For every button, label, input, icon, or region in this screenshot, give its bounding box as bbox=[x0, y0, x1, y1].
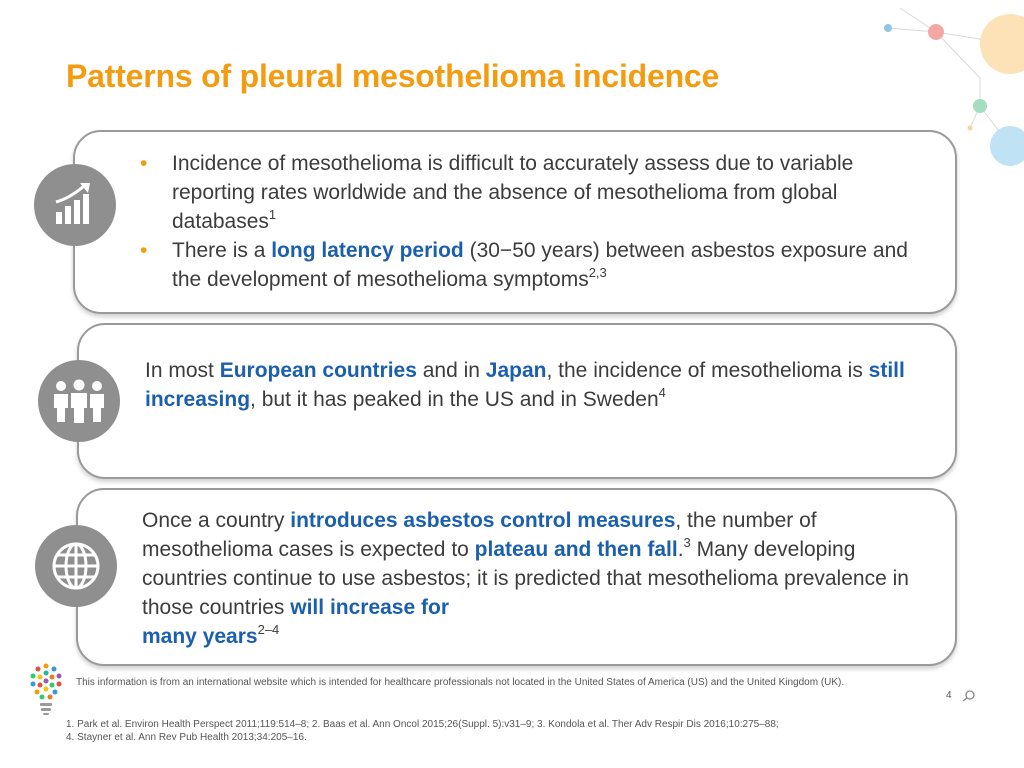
panel3-icon-circle bbox=[35, 525, 117, 607]
globe-icon bbox=[50, 540, 102, 592]
bullet1-ref: 1 bbox=[268, 207, 277, 222]
bullet1-text: Incidence of mesothelioma is difficult to accurately assess due to variable reporting rates worldwide and the absence of mesothelioma from global databases bbox=[172, 152, 854, 233]
panel1-bullets bbox=[140, 149, 930, 294]
deco-circle-small bbox=[968, 126, 973, 131]
highlight-many-years: many years bbox=[142, 625, 258, 648]
references bbox=[66, 718, 926, 744]
panel2-icon-circle bbox=[38, 360, 120, 442]
page-marker-icon bbox=[962, 690, 976, 702]
page-number: 4 bbox=[946, 690, 952, 701]
deco-circle-pink bbox=[928, 24, 944, 40]
panel3-ref1: 3 bbox=[683, 535, 691, 550]
references-line-2: 4. Stayner et al. Ann Rev Pub Health 2013;34:205–16. bbox=[66, 732, 307, 743]
deco-circle-green bbox=[973, 99, 987, 113]
text-run: In most bbox=[145, 359, 220, 382]
highlight-japan: Japan bbox=[485, 359, 547, 382]
references-line-1: 1. Park et al. Environ Health Perspect 2011;119:514–8; 2. Baas et al. Ann Oncol 2015;26(Suppl. 5):v31–9; 3. Kondola et al. Ther Adv Respir Dis 2016;10:275–88; bbox=[66, 719, 779, 730]
panel3-ref2: 2–4 bbox=[257, 622, 280, 637]
slide-title: Patterns of pleural mesothelioma incidence bbox=[66, 58, 720, 94]
highlight-will-increase: will increase for bbox=[290, 596, 449, 619]
text-run: Once a country bbox=[142, 509, 291, 532]
panel3-text bbox=[142, 506, 942, 651]
growth-chart-icon bbox=[50, 180, 100, 230]
panel2-text bbox=[145, 356, 935, 414]
highlight-control-measures: introduces asbestos control measures bbox=[290, 509, 676, 532]
deco-circle-blue bbox=[884, 24, 892, 32]
text-run: , the number of mesothelioma cases is expected to bbox=[142, 509, 817, 561]
panel1-icon-circle bbox=[34, 164, 116, 246]
lightbulb-logo bbox=[26, 660, 66, 720]
deco-circle-lightblue bbox=[990, 126, 1024, 166]
bullet2-highlight: long latency period bbox=[271, 239, 464, 262]
bullet-item bbox=[140, 149, 930, 236]
text-run: , but it has peaked in the US and in Sweden bbox=[250, 388, 659, 411]
text-run: Many developing countries continue to use asbestos; it is predicted that mesothelioma prevalence in those countries bbox=[142, 538, 909, 619]
bullet2-post: (30−50 years) between asbestos exposure and the development of mesothelioma symptoms bbox=[172, 239, 908, 291]
text-run: and in bbox=[416, 359, 486, 382]
text-run: , the incidence of mesothelioma is bbox=[546, 359, 869, 382]
highlight-european-countries: European countries bbox=[219, 359, 417, 382]
highlight-still-increasing: still increasing bbox=[145, 359, 905, 411]
disclaimer-text: This information is from an international website which is intended for healthcare professionals not located in the United States of America (US) and the United Kingdom (UK). bbox=[76, 677, 845, 688]
people-group-icon bbox=[49, 376, 109, 426]
text-run: . bbox=[677, 538, 684, 561]
bullet-item bbox=[140, 236, 930, 294]
deco-circle-large bbox=[980, 14, 1024, 74]
bullet2-ref: 2,3 bbox=[588, 265, 607, 280]
panel2-ref: 4 bbox=[658, 385, 666, 400]
highlight-plateau: plateau and then fall bbox=[474, 538, 678, 561]
bullet2-pre: There is a bbox=[172, 239, 272, 262]
